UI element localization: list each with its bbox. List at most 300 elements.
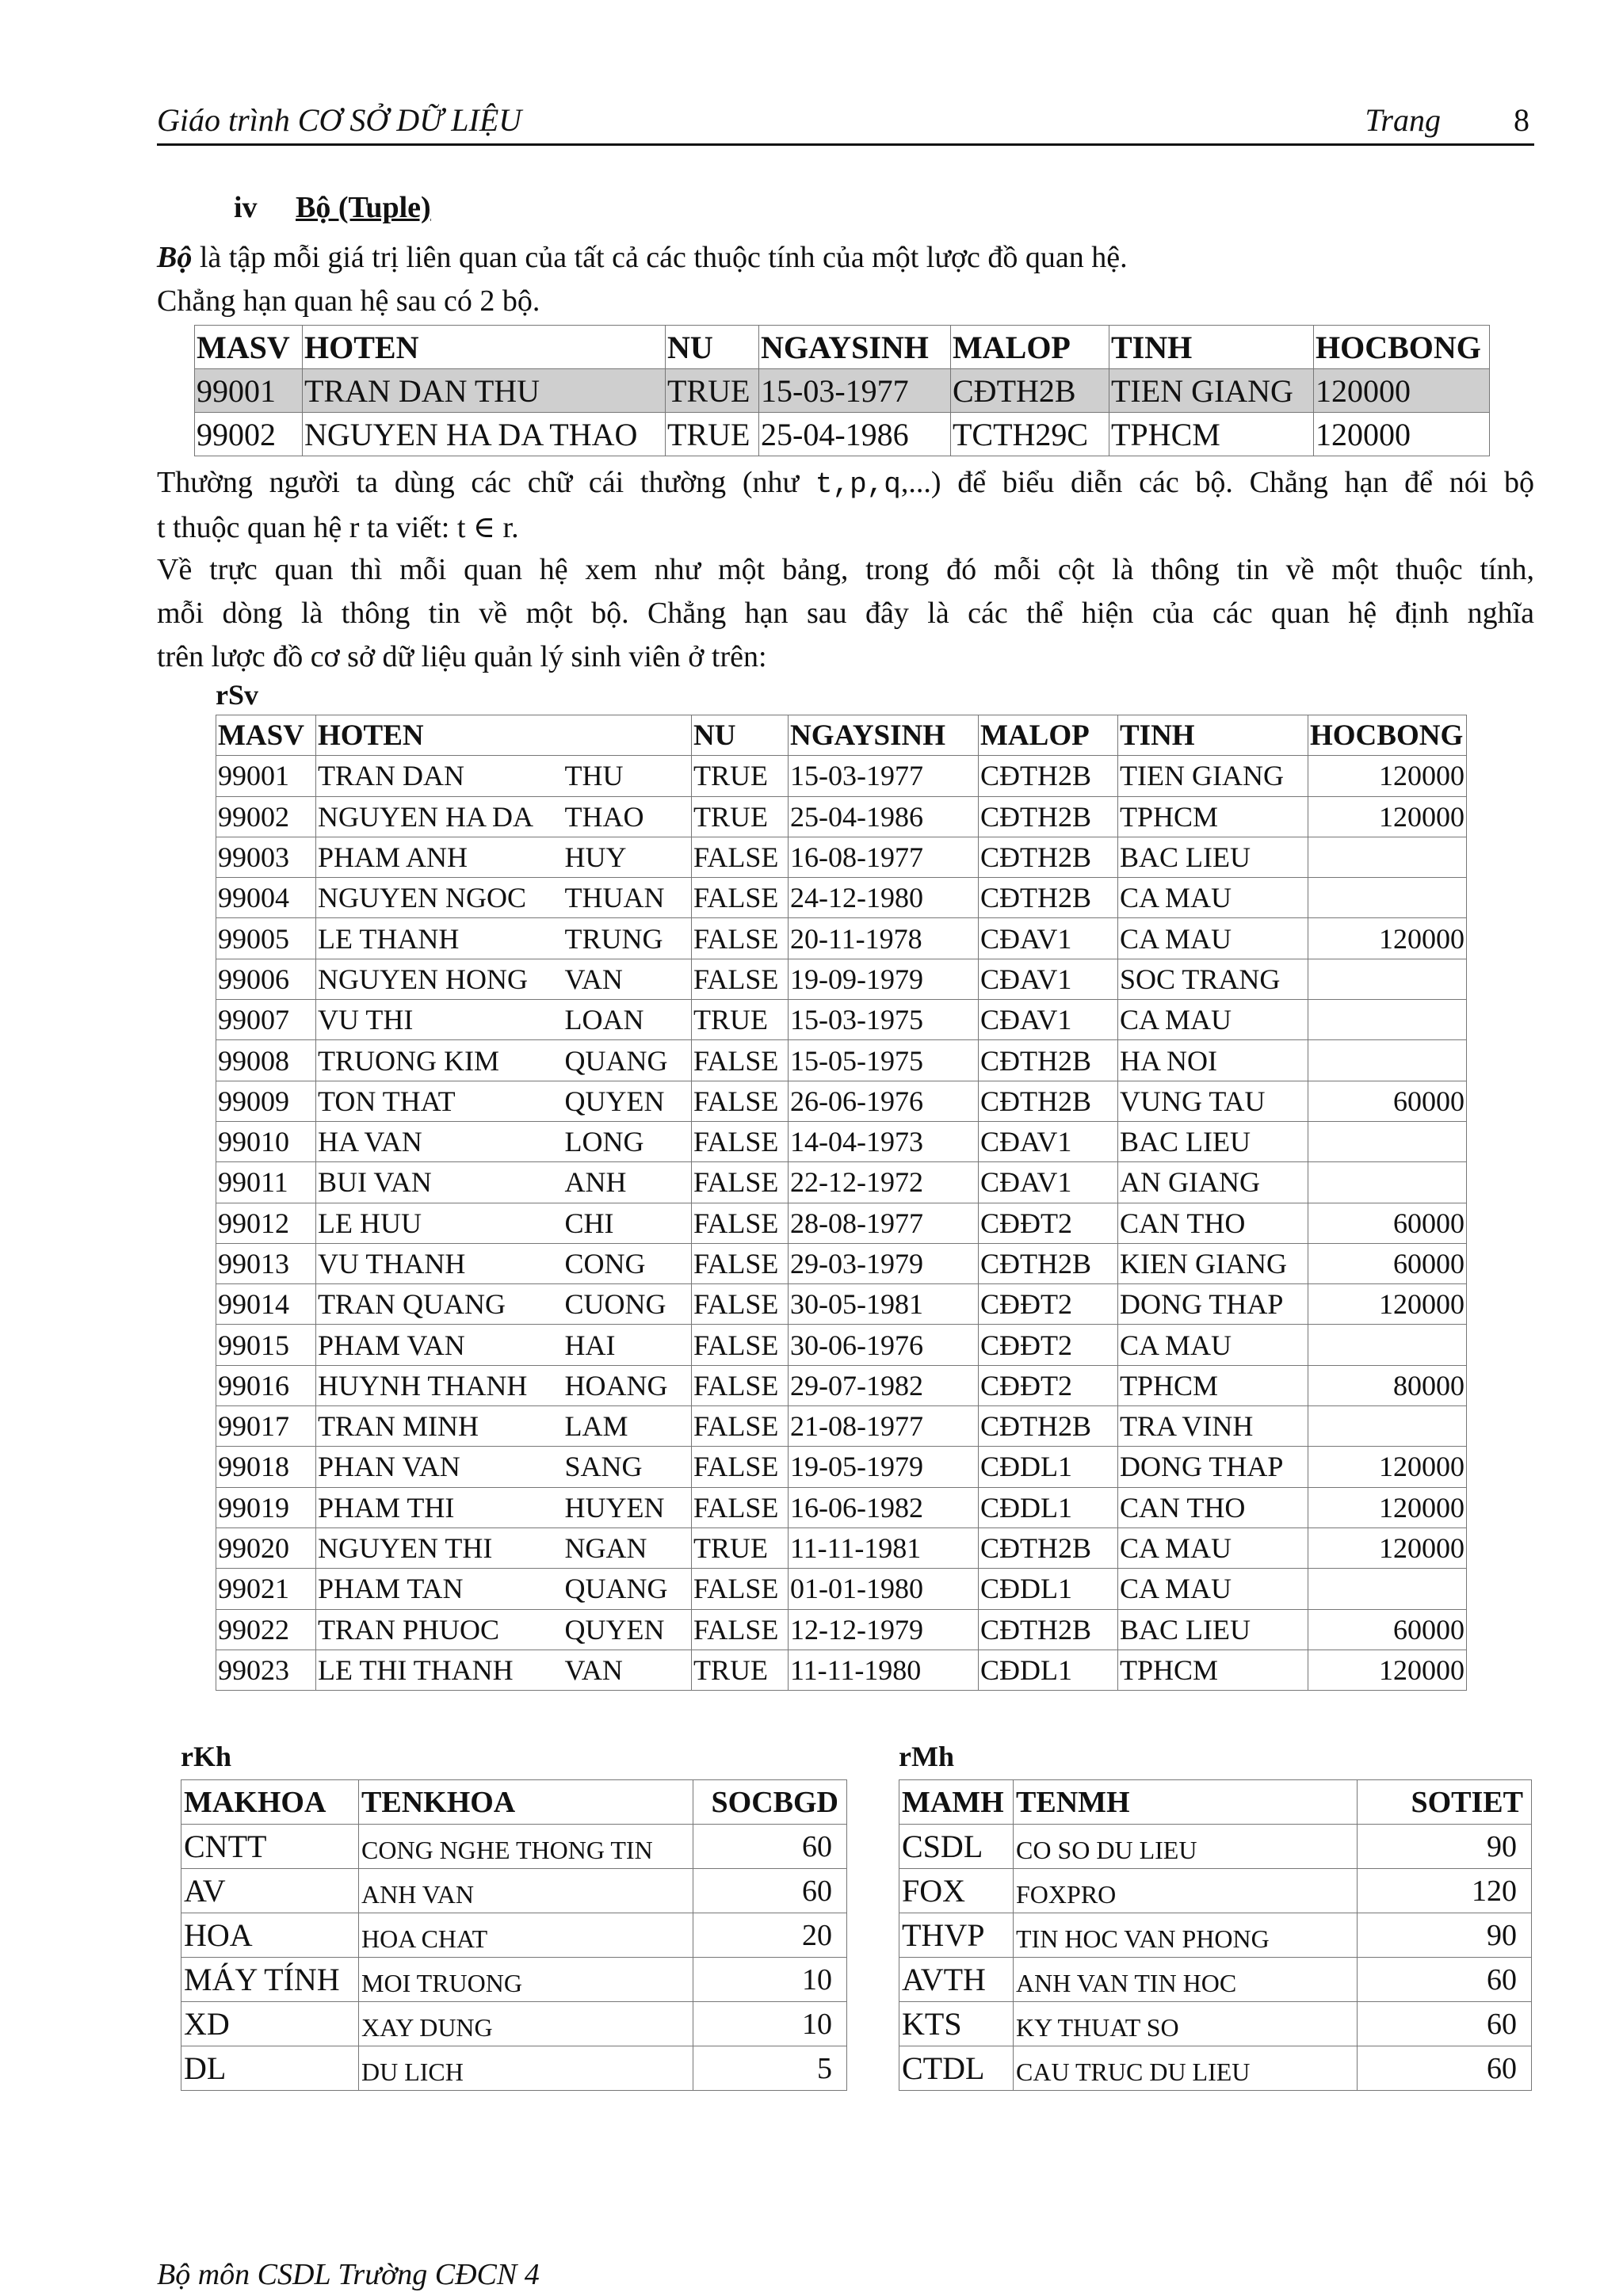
table-cell: TRUONG KIM bbox=[316, 1040, 563, 1081]
table-cell: QUANG bbox=[563, 1569, 692, 1609]
page-label: Trang bbox=[1365, 102, 1441, 138]
table-cell: XD bbox=[181, 2002, 359, 2046]
table-cell: FALSE bbox=[692, 959, 789, 999]
table-cell: 120000 bbox=[1308, 1527, 1467, 1568]
table-cell: 15-03-1977 bbox=[759, 369, 951, 413]
column-header: TENKHOA bbox=[359, 1780, 693, 1825]
table-cell: CAN THO bbox=[1118, 1203, 1308, 1243]
table-cell: CĐTH2B bbox=[979, 837, 1118, 877]
table-cell: 120000 bbox=[1308, 756, 1467, 796]
table-cell: CĐDL1 bbox=[979, 1487, 1118, 1527]
table-row bbox=[899, 1958, 1532, 2002]
table-row bbox=[216, 1650, 1467, 1690]
table-cell bbox=[1308, 1569, 1467, 1609]
table-cell: ANH bbox=[563, 1162, 692, 1203]
table-cell: PHAM ANH bbox=[316, 837, 563, 877]
table-cell: 24-12-1980 bbox=[789, 878, 979, 918]
table-cell: TRA VINH bbox=[1118, 1406, 1308, 1447]
table-cell: TON THAT bbox=[316, 1081, 563, 1121]
page-number: 8 bbox=[1514, 102, 1529, 138]
table-cell: CAN THO bbox=[1118, 1487, 1308, 1527]
table-row bbox=[216, 1406, 1467, 1447]
table-cell: TPHCM bbox=[1118, 1365, 1308, 1405]
table-cell: CHI bbox=[563, 1203, 692, 1243]
table-cell: FALSE bbox=[692, 1081, 789, 1121]
table-cell: BUI VAN bbox=[316, 1162, 563, 1203]
table-cell: CĐTH2B bbox=[979, 1406, 1118, 1447]
table-cell: FALSE bbox=[692, 1569, 789, 1609]
table-cell: TIEN GIANG bbox=[1118, 756, 1308, 796]
table-cell: VAN bbox=[563, 959, 692, 999]
table-row bbox=[216, 1569, 1467, 1609]
table-cell: CĐTH2B bbox=[979, 1040, 1118, 1081]
table-cell: LE THANH bbox=[316, 918, 563, 959]
page-header bbox=[157, 97, 1534, 146]
code-letters: t,p,q bbox=[815, 468, 901, 501]
table-row bbox=[195, 413, 1490, 456]
rmh-caption: rMh bbox=[899, 1741, 954, 1772]
table-cell: 99020 bbox=[216, 1527, 316, 1568]
table-cell: LONG bbox=[563, 1121, 692, 1161]
table-cell: FALSE bbox=[692, 1121, 789, 1161]
table-row bbox=[216, 1447, 1467, 1487]
table-cell: CUONG bbox=[563, 1284, 692, 1325]
table-cell: HA NOI bbox=[1118, 1040, 1308, 1081]
table-cell: 99003 bbox=[216, 837, 316, 877]
table-header-row bbox=[216, 715, 1467, 756]
table-row bbox=[216, 959, 1467, 999]
table-cell: PHAM TAN bbox=[316, 1569, 563, 1609]
table-cell: QUYEN bbox=[563, 1609, 692, 1650]
table-row bbox=[216, 878, 1467, 918]
table-row bbox=[216, 756, 1467, 796]
column-header: NGAYSINH bbox=[789, 715, 979, 756]
table-cell: 22-12-1972 bbox=[789, 1162, 979, 1203]
table-cell: 15-03-1975 bbox=[789, 1000, 979, 1040]
column-header: NU bbox=[692, 715, 789, 756]
column-header: HOCBONG bbox=[1308, 715, 1467, 756]
example-line: Chẳng hạn quan hệ sau có 2 bộ. bbox=[157, 284, 540, 318]
table-cell: FALSE bbox=[692, 878, 789, 918]
table-cell: FALSE bbox=[692, 1325, 789, 1365]
table-cell: FALSE bbox=[692, 1447, 789, 1487]
table-cell: 99014 bbox=[216, 1284, 316, 1325]
table-cell: 01-01-1980 bbox=[789, 1569, 979, 1609]
table-cell: 120000 bbox=[1314, 369, 1490, 413]
column-header: MASV bbox=[216, 715, 316, 756]
table-cell: CĐĐT2 bbox=[979, 1203, 1118, 1243]
table-cell: CĐĐT2 bbox=[979, 1365, 1118, 1405]
column-header: TINH bbox=[1118, 715, 1308, 756]
table-cell: VU THANH bbox=[316, 1243, 563, 1283]
table-cell: 19-05-1979 bbox=[789, 1447, 979, 1487]
table-cell: 60 bbox=[1358, 2002, 1532, 2046]
column-header: TENMH bbox=[1014, 1780, 1358, 1825]
table-cell: 99017 bbox=[216, 1406, 316, 1447]
table-cell: VUNG TAU bbox=[1118, 1081, 1308, 1121]
table-cell: 15-03-1977 bbox=[789, 756, 979, 796]
table-row bbox=[216, 918, 1467, 959]
table-cell: CA MAU bbox=[1118, 918, 1308, 959]
table-cell: CĐTH2B bbox=[979, 878, 1118, 918]
table-cell: 25-04-1986 bbox=[759, 413, 951, 456]
table-cell: KTS bbox=[899, 2002, 1014, 2046]
rsv-table bbox=[216, 715, 1467, 1691]
column-header: SOCBGD bbox=[693, 1780, 847, 1825]
table-cell: TPHCM bbox=[1118, 796, 1308, 837]
table-row bbox=[216, 1121, 1467, 1161]
table-row bbox=[181, 1958, 847, 2002]
table-cell: CĐAV1 bbox=[979, 1000, 1118, 1040]
table-cell: TRAN PHUOC bbox=[316, 1609, 563, 1650]
column-header: HOCBONG bbox=[1314, 326, 1490, 369]
table-cell: 60000 bbox=[1308, 1081, 1467, 1121]
column-header: SOTIET bbox=[1358, 1780, 1532, 1825]
table-cell: HUY bbox=[563, 837, 692, 877]
table-row bbox=[216, 1527, 1467, 1568]
table-cell bbox=[1308, 1162, 1467, 1203]
table-cell: LAM bbox=[563, 1406, 692, 1447]
table-cell: AVTH bbox=[899, 1958, 1014, 2002]
table-cell: 60000 bbox=[1308, 1203, 1467, 1243]
table-cell: FOX bbox=[899, 1869, 1014, 1913]
table-row bbox=[181, 1913, 847, 1958]
table-cell: TRUE bbox=[666, 369, 759, 413]
table-row bbox=[216, 1609, 1467, 1650]
intro-paragraph bbox=[157, 236, 1534, 323]
table-cell: 60000 bbox=[1308, 1243, 1467, 1283]
table-cell: CĐAV1 bbox=[979, 918, 1118, 959]
table-row bbox=[899, 1869, 1532, 1913]
table-cell: TRUE bbox=[666, 413, 759, 456]
table-cell bbox=[1308, 1040, 1467, 1081]
table-cell: FALSE bbox=[692, 1609, 789, 1650]
table-cell: CĐTH2B bbox=[979, 1081, 1118, 1121]
table-header-row bbox=[181, 1780, 847, 1825]
table-cell: 80000 bbox=[1308, 1365, 1467, 1405]
table-cell: MÁY TÍNH bbox=[181, 1958, 359, 2002]
table-header-row bbox=[195, 326, 1490, 369]
table-cell: 99013 bbox=[216, 1243, 316, 1283]
column-header: MAKHOA bbox=[181, 1780, 359, 1825]
table-cell: CA MAU bbox=[1118, 1000, 1308, 1040]
table-row bbox=[216, 1325, 1467, 1365]
table-cell: CA MAU bbox=[1118, 1527, 1308, 1568]
table-cell: CĐTH2B bbox=[979, 756, 1118, 796]
table-cell: 16-06-1982 bbox=[789, 1487, 979, 1527]
table-cell: 11-11-1981 bbox=[789, 1527, 979, 1568]
table-cell: TPHCM bbox=[1118, 1650, 1308, 1690]
table-cell: TRUE bbox=[692, 796, 789, 837]
table-cell: NGAN bbox=[563, 1527, 692, 1568]
table-cell: BAC LIEU bbox=[1118, 1121, 1308, 1161]
table-cell: DONG THAP bbox=[1118, 1284, 1308, 1325]
table-cell: MOI TRUONG bbox=[359, 1958, 693, 2002]
table-cell: 12-12-1979 bbox=[789, 1609, 979, 1650]
table-cell: DONG THAP bbox=[1118, 1447, 1308, 1487]
table-cell: 10 bbox=[693, 2002, 847, 2046]
table-cell: 20-11-1978 bbox=[789, 918, 979, 959]
table-cell: FALSE bbox=[692, 1406, 789, 1447]
table-cell: 25-04-1986 bbox=[789, 796, 979, 837]
table-cell: QUANG bbox=[563, 1040, 692, 1081]
table-cell: 21-08-1977 bbox=[789, 1406, 979, 1447]
rkh-caption: rKh bbox=[181, 1741, 232, 1772]
table-cell: 10 bbox=[693, 1958, 847, 2002]
table-cell: DU LICH bbox=[359, 2046, 693, 2091]
table-cell: 99015 bbox=[216, 1325, 316, 1365]
table-row bbox=[216, 796, 1467, 837]
table-row bbox=[899, 2002, 1532, 2046]
table-cell: 15-05-1975 bbox=[789, 1040, 979, 1081]
table-cell: 16-08-1977 bbox=[789, 837, 979, 877]
table-cell: CĐAV1 bbox=[979, 959, 1118, 999]
column-header: NU bbox=[666, 326, 759, 369]
table-cell: 120000 bbox=[1308, 1284, 1467, 1325]
table-cell bbox=[1308, 1121, 1467, 1161]
table-cell: 60 bbox=[1358, 2046, 1532, 2091]
table-cell: 120000 bbox=[1308, 918, 1467, 959]
table-cell: TRAN QUANG bbox=[316, 1284, 563, 1325]
table-cell bbox=[1308, 878, 1467, 918]
table-cell: 99021 bbox=[216, 1569, 316, 1609]
table-row bbox=[181, 2002, 847, 2046]
table-cell: TRUE bbox=[692, 1650, 789, 1690]
table-cell: CSDL bbox=[899, 1825, 1014, 1869]
table-row bbox=[216, 1203, 1467, 1243]
table-row bbox=[899, 1913, 1532, 1958]
table-cell: 99012 bbox=[216, 1203, 316, 1243]
table-cell: HOA bbox=[181, 1913, 359, 1958]
table-row bbox=[216, 1365, 1467, 1405]
table-cell: 90 bbox=[1358, 1825, 1532, 1869]
table-row bbox=[216, 1243, 1467, 1283]
table-cell: AV bbox=[181, 1869, 359, 1913]
table-cell: 99023 bbox=[216, 1650, 316, 1690]
table-cell: ANH VAN TIN HOC bbox=[1014, 1958, 1358, 2002]
table-cell: SANG bbox=[563, 1447, 692, 1487]
table-cell: THU bbox=[563, 756, 692, 796]
table-cell: TRUNG bbox=[563, 918, 692, 959]
table-cell: FALSE bbox=[692, 1487, 789, 1527]
table-cell: HUYEN bbox=[563, 1487, 692, 1527]
table-row bbox=[195, 369, 1490, 413]
table-cell: CTDL bbox=[899, 2046, 1014, 2091]
table-cell: CĐTH2B bbox=[979, 1243, 1118, 1283]
table-cell: 5 bbox=[693, 2046, 847, 2091]
table-cell: 120000 bbox=[1314, 413, 1490, 456]
table-cell: FALSE bbox=[692, 1203, 789, 1243]
table-cell: CĐTH2B bbox=[979, 796, 1118, 837]
table-cell: FALSE bbox=[692, 1040, 789, 1081]
table-cell: 99001 bbox=[216, 756, 316, 796]
table-header-row bbox=[899, 1780, 1532, 1825]
table-cell: CĐĐT2 bbox=[979, 1284, 1118, 1325]
table-cell: CNTT bbox=[181, 1825, 359, 1869]
table-row bbox=[216, 1487, 1467, 1527]
table-cell: CO SO DU LIEU bbox=[1014, 1825, 1358, 1869]
table-cell: TRUE bbox=[692, 756, 789, 796]
table-cell: TIN HOC VAN PHONG bbox=[1014, 1913, 1358, 1958]
table-cell: SOC TRANG bbox=[1118, 959, 1308, 999]
tuple-example-table bbox=[194, 325, 1490, 456]
table-row bbox=[181, 1869, 847, 1913]
term: Bộ bbox=[157, 241, 193, 274]
rmh-table bbox=[899, 1779, 1532, 2091]
table-cell: PHAN VAN bbox=[316, 1447, 563, 1487]
table-cell: XAY DUNG bbox=[359, 2002, 693, 2046]
notation-paragraph bbox=[157, 461, 1534, 550]
table-cell: FALSE bbox=[692, 918, 789, 959]
rsv-caption: rSv bbox=[216, 679, 258, 711]
table-cell: LE THI THANH bbox=[316, 1650, 563, 1690]
section-heading bbox=[234, 190, 431, 225]
section-number: iv bbox=[234, 191, 258, 224]
table-cell: 120 bbox=[1358, 1869, 1532, 1913]
column-header: MASV bbox=[195, 326, 303, 369]
intuition-line-3: trên lược đồ cơ sở dữ liệu quản lý sinh viên ở trên: bbox=[157, 640, 767, 673]
table-cell: FALSE bbox=[692, 1365, 789, 1405]
table-cell: FALSE bbox=[692, 1162, 789, 1203]
table-cell: 99022 bbox=[216, 1609, 316, 1650]
table-cell: 60 bbox=[693, 1825, 847, 1869]
definition-line bbox=[157, 236, 1534, 280]
table-cell: 99001 bbox=[195, 369, 303, 413]
notation-line-2: t thuộc quan hệ r ta viết: t ∈ r. bbox=[157, 511, 519, 544]
table-cell: QUYEN bbox=[563, 1081, 692, 1121]
table-cell: 120000 bbox=[1308, 796, 1467, 837]
table-cell: TRAN DAN THU bbox=[303, 369, 666, 413]
table-cell: VU THI bbox=[316, 1000, 563, 1040]
table-cell: CĐAV1 bbox=[979, 1162, 1118, 1203]
table-cell: 19-09-1979 bbox=[789, 959, 979, 999]
table-cell: TCTH29C bbox=[951, 413, 1109, 456]
table-cell: 60000 bbox=[1308, 1609, 1467, 1650]
table-cell: LOAN bbox=[563, 1000, 692, 1040]
table-row bbox=[216, 1040, 1467, 1081]
table-cell: 120000 bbox=[1308, 1650, 1467, 1690]
rkh-table bbox=[181, 1779, 847, 2091]
table-cell: CĐAV1 bbox=[979, 1121, 1118, 1161]
table-cell: BAC LIEU bbox=[1118, 837, 1308, 877]
book-title: Giáo trình CƠ SỞ DỮ LIỆU bbox=[157, 102, 522, 138]
table-cell: CĐDL1 bbox=[979, 1650, 1118, 1690]
column-header: MALOP bbox=[979, 715, 1118, 756]
table-cell: TRUE bbox=[692, 1000, 789, 1040]
table-cell: NGUYEN HONG bbox=[316, 959, 563, 999]
table-row bbox=[181, 2046, 847, 2091]
column-header: HOTEN bbox=[303, 326, 666, 369]
table-row bbox=[216, 1162, 1467, 1203]
table-cell bbox=[1308, 959, 1467, 999]
table-cell bbox=[1308, 837, 1467, 877]
table-cell: ANH VAN bbox=[359, 1869, 693, 1913]
table-cell: TIEN GIANG bbox=[1109, 369, 1314, 413]
table-row bbox=[216, 837, 1467, 877]
table-cell bbox=[1308, 1325, 1467, 1365]
table-cell: 99018 bbox=[216, 1447, 316, 1487]
table-cell: THUAN bbox=[563, 878, 692, 918]
table-cell: 30-05-1981 bbox=[789, 1284, 979, 1325]
column-header: MALOP bbox=[951, 326, 1109, 369]
table-cell: PHAM THI bbox=[316, 1487, 563, 1527]
column-header: MAMH bbox=[899, 1780, 1014, 1825]
table-cell: BAC LIEU bbox=[1118, 1609, 1308, 1650]
table-cell: PHAM VAN bbox=[316, 1325, 563, 1365]
table-cell: NGUYEN HA DA THAO bbox=[303, 413, 666, 456]
column-header: HOTEN bbox=[316, 715, 692, 756]
table-cell: CONG bbox=[563, 1243, 692, 1283]
table-cell: 99006 bbox=[216, 959, 316, 999]
table-cell: CĐDL1 bbox=[979, 1569, 1118, 1609]
table-cell: VAN bbox=[563, 1650, 692, 1690]
table-cell bbox=[1308, 1406, 1467, 1447]
page-footer: Bộ môn CSDL Trường CĐCN 4 bbox=[157, 2258, 540, 2291]
intuition-line-1: Về trực quan thì mỗi quan hệ xem như một bảng, trong đó mỗi cột là thông tin về một thuộc tính, bbox=[157, 553, 1534, 586]
intuition-paragraph bbox=[157, 548, 1534, 679]
table-cell: FALSE bbox=[692, 837, 789, 877]
table-cell: NGUYEN THI bbox=[316, 1527, 563, 1568]
table-cell: KIEN GIANG bbox=[1118, 1243, 1308, 1283]
table-cell: 26-06-1976 bbox=[789, 1081, 979, 1121]
table-cell: HA VAN bbox=[316, 1121, 563, 1161]
table-cell: CA MAU bbox=[1118, 878, 1308, 918]
table-cell: 90 bbox=[1358, 1913, 1532, 1958]
table-cell: 20 bbox=[693, 1913, 847, 1958]
table-cell: 99016 bbox=[216, 1365, 316, 1405]
table-row bbox=[899, 2046, 1532, 2091]
section-title: Bộ (Tuple) bbox=[296, 191, 431, 224]
table-cell: CĐTH2B bbox=[979, 1609, 1118, 1650]
table-cell: HOA CHAT bbox=[359, 1913, 693, 1958]
column-header: TINH bbox=[1109, 326, 1314, 369]
table-row bbox=[899, 1825, 1532, 1869]
table-cell: 60 bbox=[693, 1869, 847, 1913]
column-header: NGAYSINH bbox=[759, 326, 951, 369]
table-row bbox=[181, 1825, 847, 1869]
definition-text: là tập mỗi giá trị liên quan của tất cả các thuộc tính của một lược đồ quan hệ. bbox=[192, 241, 1128, 274]
table-cell bbox=[1308, 1000, 1467, 1040]
table-cell: TRAN DAN bbox=[316, 756, 563, 796]
table-cell: TRAN MINH bbox=[316, 1406, 563, 1447]
table-cell: 14-04-1973 bbox=[789, 1121, 979, 1161]
table-cell: FALSE bbox=[692, 1284, 789, 1325]
table-cell: FALSE bbox=[692, 1243, 789, 1283]
table-cell: HUYNH THANH bbox=[316, 1365, 563, 1405]
table-cell: CA MAU bbox=[1118, 1569, 1308, 1609]
table-cell: DL bbox=[181, 2046, 359, 2091]
table-cell: 28-08-1977 bbox=[789, 1203, 979, 1243]
table-cell: 99007 bbox=[216, 1000, 316, 1040]
table-cell: 11-11-1980 bbox=[789, 1650, 979, 1690]
table-cell: CAU TRUC DU LIEU bbox=[1014, 2046, 1358, 2091]
table-row bbox=[216, 1081, 1467, 1121]
table-row bbox=[216, 1284, 1467, 1325]
intuition-line-2: mỗi dòng là thông tin về một bộ. Chẳng hạn sau đây là các thể hiện của các quan hệ định nghĩa bbox=[157, 597, 1534, 630]
table-cell: NGUYEN NGOC bbox=[316, 878, 563, 918]
table-cell: 99004 bbox=[216, 878, 316, 918]
table-cell: 120000 bbox=[1308, 1487, 1467, 1527]
table-cell: 99019 bbox=[216, 1487, 316, 1527]
table-cell: TPHCM bbox=[1109, 413, 1314, 456]
table-cell: HOANG bbox=[563, 1365, 692, 1405]
table-row bbox=[216, 1000, 1467, 1040]
table-cell: TRUE bbox=[692, 1527, 789, 1568]
table-cell: CĐTH2B bbox=[979, 1527, 1118, 1568]
table-cell: 60 bbox=[1358, 1958, 1532, 2002]
table-cell: AN GIANG bbox=[1118, 1162, 1308, 1203]
table-cell: CĐTH2B bbox=[951, 369, 1109, 413]
